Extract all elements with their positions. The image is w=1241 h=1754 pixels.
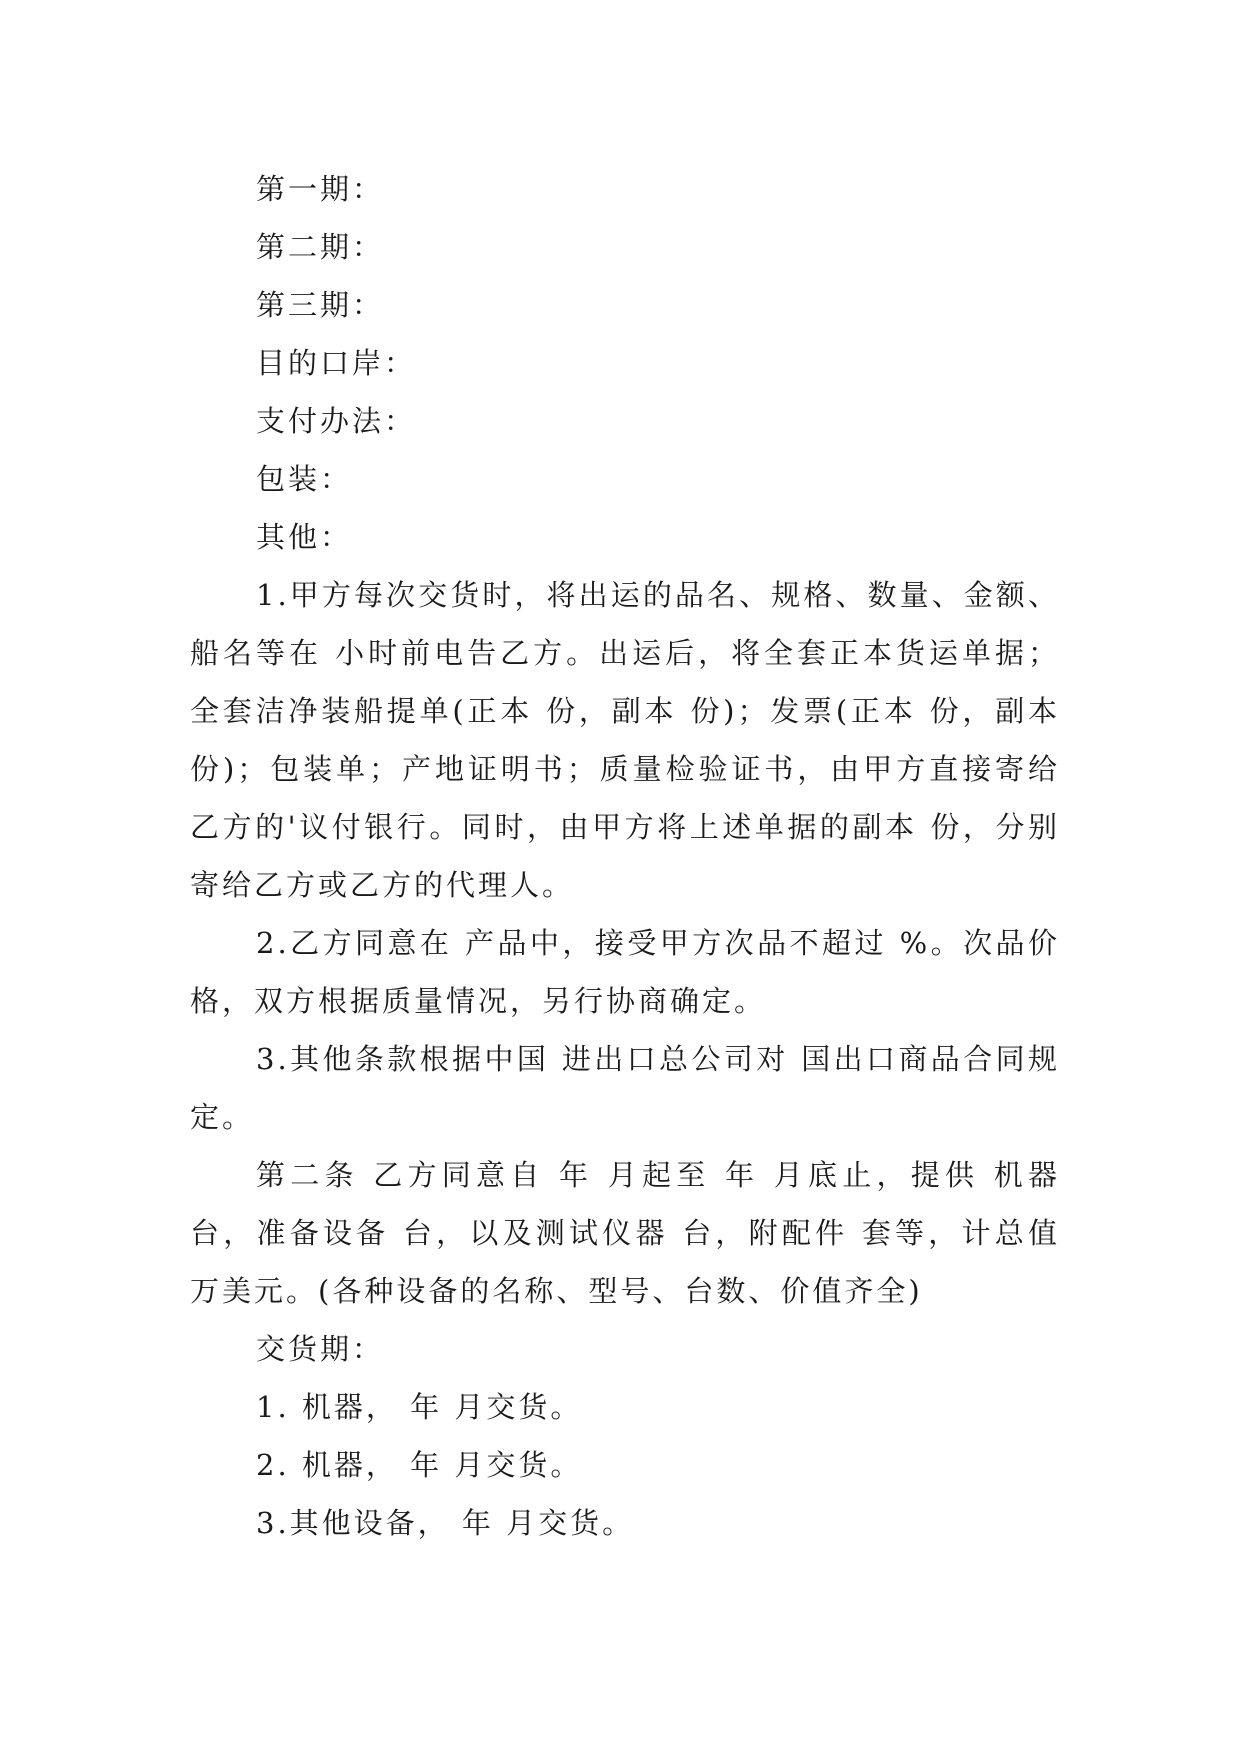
paragraph-clause-1: 1.甲方每次交货时，将出运的品名、规格、数量、金额、船名等在 小时前电告乙方。出运后，将全套正本货运单据；全套洁净装船提单(正本 份，副本 份)；发票(正本 份，副本 份)；包装单；产地证明书；质量检验证书，由甲方直接寄给乙方的'议付银行。同时，由甲方将上述单据的副本 份，分别寄给乙方或乙方的代理人。 — [190, 578, 1060, 902]
paragraph-article-2: 第二条 乙方同意自 年 月起至 年 月底止，提供 机器 台，准备设备 台，以及测试仪器 台，附配件 套等，计总值 万美元。(各种设备的名称、型号、台数、价值齐全) — [190, 1158, 1060, 1308]
paragraph-destination-port: 目的口岸： — [256, 346, 417, 380]
document-body — [190, 160, 1060, 1552]
paragraph-clause-2: 2.乙方同意在 产品中，接受甲方次品不超过 %。次品价格，双方根据质量情况，另行协商确定。 — [190, 926, 1060, 1018]
paragraph-delivery-1: 1. 机器， 年 月交货。 — [256, 1390, 583, 1424]
paragraph-delivery-3: 3.其他设备， 年 月交货。 — [256, 1506, 635, 1540]
paragraph-phase-1: 第一期： — [256, 172, 385, 206]
paragraph-payment-method: 支付办法： — [256, 404, 417, 438]
paragraph-delivery-2: 2. 机器， 年 月交货。 — [256, 1448, 583, 1482]
paragraph-other: 其他： — [256, 520, 353, 554]
paragraph-packaging: 包装： — [256, 462, 353, 496]
paragraph-delivery-period: 交货期： — [256, 1332, 385, 1366]
paragraph-phase-2: 第二期： — [256, 230, 385, 264]
paragraph-clause-3: 3.其他条款根据中国 进出口总公司对 国出口商品合同规定。 — [190, 1042, 1060, 1134]
paragraph-phase-3: 第三期： — [256, 288, 385, 322]
